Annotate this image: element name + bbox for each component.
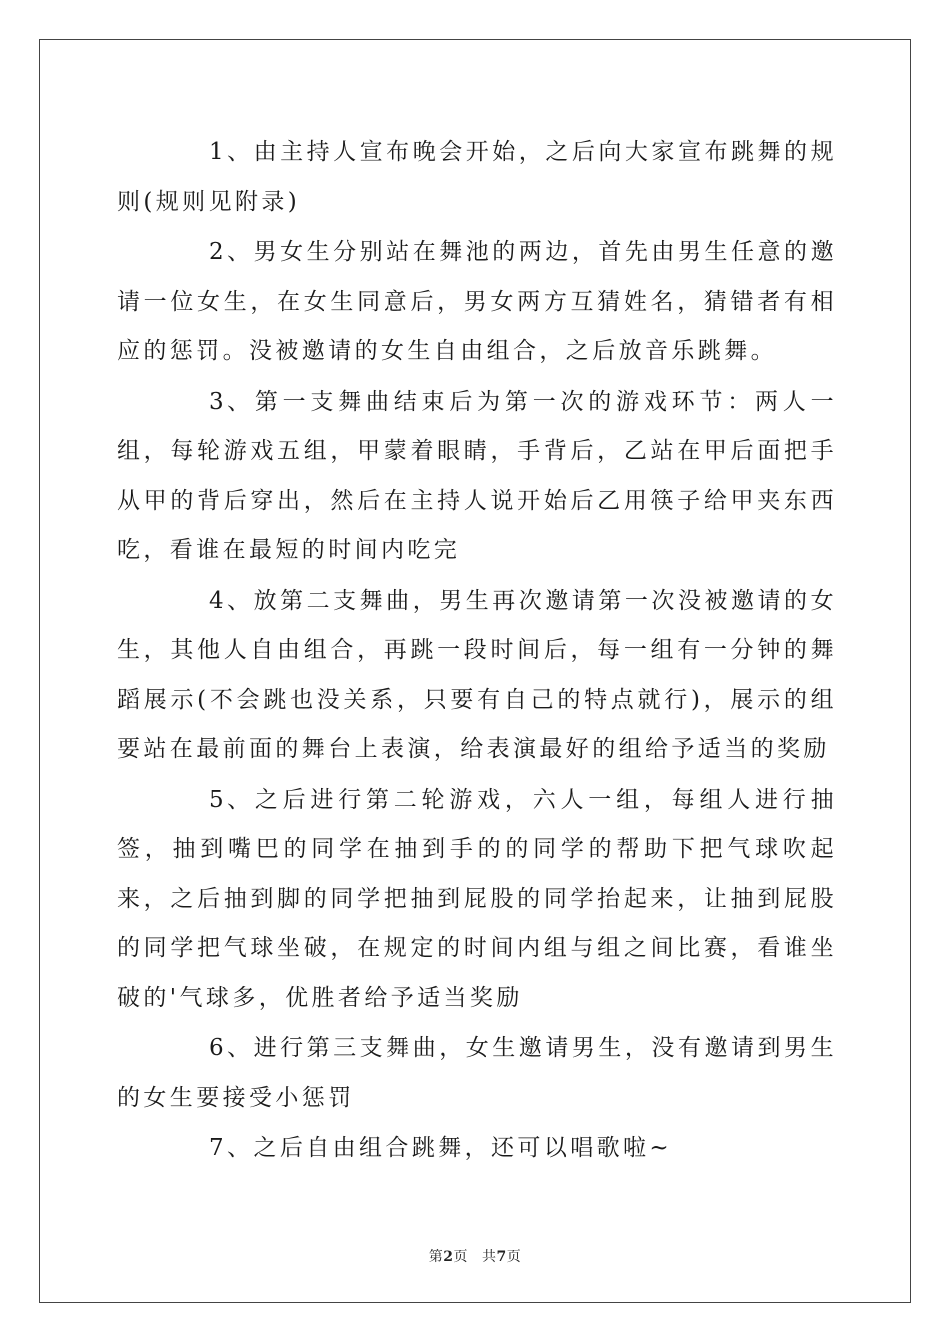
page-footer <box>0 1246 950 1266</box>
total-page-number: 7 <box>496 1249 507 1265</box>
item-text: 放第二支舞曲，男生再次邀请第一次没被邀请的女生，其他人自由组合，再跳一段时间后，每一组有一分钟的舞蹈展示(不会跳也没关系，只要有自己的特点就行)，展示的组要站在最前面的舞台上表演，给表演最好的组给予适当的奖励 <box>117 587 837 762</box>
item-number: 1、 <box>209 139 254 165</box>
item-text: 第一支舞曲结束后为第一次的游戏环节：两人一组，每轮游戏五组，甲蒙着眼睛，手背后，乙站在甲后面把手从甲的背后穿出，然后在主持人说开始后乙用筷子给甲夹东西吃，看谁在最短的时间内吃完 <box>117 388 837 563</box>
item-number: 4、 <box>209 587 254 614</box>
item-text: 由主持人宣布晚会开始，之后向大家宣布跳舞的规则(规则见附录) <box>117 139 837 215</box>
list-item-3 <box>117 378 837 577</box>
list-item-2 <box>117 228 837 378</box>
document-body <box>117 128 837 1175</box>
total-suffix: 页 <box>506 1249 522 1265</box>
list-item-6 <box>117 1024 837 1124</box>
item-text: 之后自由组合跳舞，还可以唱歌啦~ <box>253 1135 673 1161</box>
page-suffix: 页 <box>453 1249 468 1265</box>
item-number: 5、 <box>209 786 254 813</box>
list-item-7 <box>117 1124 837 1175</box>
item-number: 6、 <box>209 1035 254 1061</box>
list-item-4 <box>117 577 837 776</box>
total-prefix: 共 <box>482 1249 497 1265</box>
item-number: 3、 <box>209 388 254 415</box>
item-number: 2、 <box>209 239 254 265</box>
page-prefix: 第 <box>428 1249 444 1265</box>
current-page-number: 2 <box>443 1249 454 1265</box>
item-text: 男女生分别站在舞池的两边，首先由男生任意的邀请一位女生，在女生同意后，男女两方互猜姓名，猜错者有相应的惩罚。没被邀请的女生自由组合，之后放音乐跳舞。 <box>117 239 837 364</box>
list-item-1 <box>117 128 837 228</box>
list-item-5 <box>117 776 837 1025</box>
item-text: 进行第三支舞曲，女生邀请男生，没有邀请到男生的女生要接受小惩罚 <box>117 1035 837 1111</box>
item-number: 7、 <box>209 1135 254 1161</box>
item-text: 之后进行第二轮游戏，六人一组，每组人进行抽签，抽到嘴巴的同学在抽到手的的同学的帮助下把气球吹起来，之后抽到脚的同学把抽到屁股的同学抬起来，让抽到屁股的同学把气球坐破，在规定的时间内组与组之间比赛，看谁坐破的'气球多，优胜者给予适当奖励 <box>117 786 837 1011</box>
